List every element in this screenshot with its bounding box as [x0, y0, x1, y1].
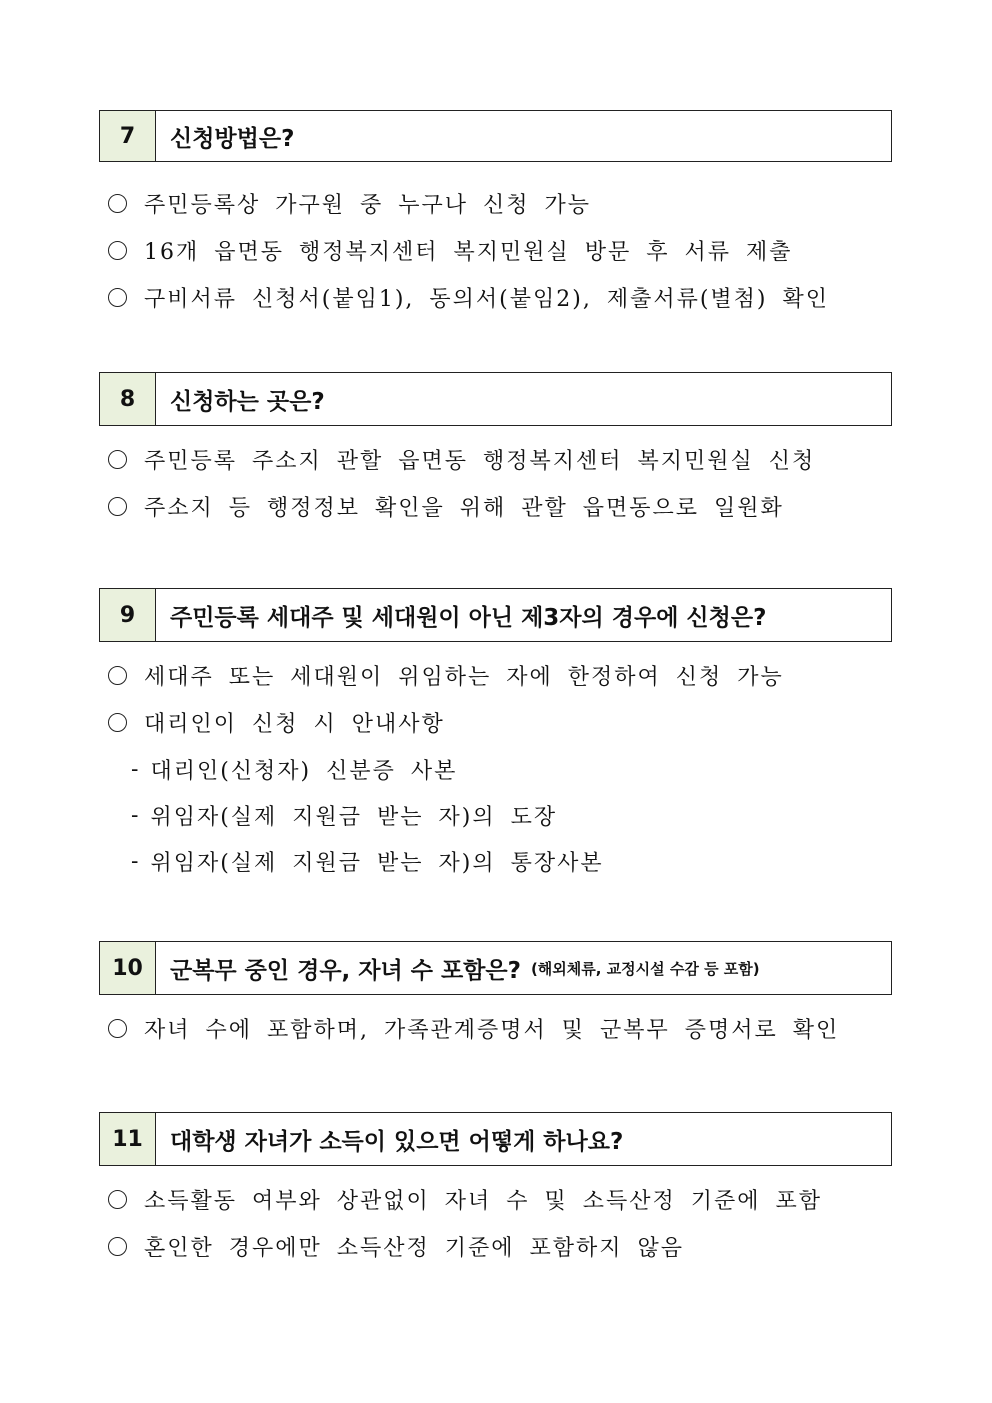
dash-bullet: - [131, 756, 139, 782]
section-header [99, 1112, 892, 1166]
section-number: 10 [100, 942, 156, 994]
section-10 [99, 941, 892, 1052]
circle-bullet-icon [108, 713, 127, 732]
circle-bullet-icon [108, 497, 127, 516]
list-item: 대리인이 신청 시 안내사항 [99, 699, 892, 746]
list-item: 주민등록상 가구원 중 누구나 신청 가능 [99, 180, 892, 227]
dash-bullet: - [131, 848, 139, 874]
circle-bullet-icon [108, 241, 127, 260]
section-11 [99, 1112, 892, 1270]
section-7 [99, 110, 892, 321]
section-number: 7 [100, 111, 156, 161]
sub-list-item: - 위임자(실제 지원금 받는 자)의 통장사본 [131, 848, 604, 876]
dash-bullet: - [131, 802, 139, 828]
section-title: 주민등록 세대주 및 세대원이 아닌 제3자의 경우에 신청은? [170, 604, 767, 631]
sub-list-item: - 위임자(실제 지원금 받는 자)의 도장 [131, 802, 558, 830]
section-9 [99, 588, 892, 884]
circle-bullet-icon [108, 1190, 127, 1209]
list-item: 소득활동 여부와 상관없이 자녀 수 및 소득산정 기준에 포함 [99, 1176, 892, 1223]
list-item: 자녀 수에 포함하며, 가족관계증명서 및 군복무 증명서로 확인 [99, 1005, 892, 1052]
list-item: 주민등록 주소지 관할 읍면동 행정복지센터 복지민원실 신청 [99, 436, 892, 483]
circle-bullet-icon [108, 1019, 127, 1038]
section-8 [99, 372, 892, 530]
section-title-text: 군복무 중인 경우, 자녀 수 포함은? [170, 957, 521, 984]
section-title: 대학생 자녀가 소득이 있으면 어떻게 하나요? [170, 1128, 624, 1155]
section-number: 8 [100, 373, 156, 425]
section-title [156, 942, 760, 994]
circle-bullet-icon [108, 450, 127, 469]
section-header [99, 941, 892, 995]
sub-list-item: - 대리인(신청자) 신분증 사본 [131, 756, 458, 784]
circle-bullet-icon [108, 194, 127, 213]
list-item: 세대주 또는 세대원이 위임하는 자에 한정하여 신청 가능 [99, 652, 892, 699]
list-item: 16개 읍면동 행정복지센터 복지민원실 방문 후 서류 제출 [99, 227, 892, 274]
circle-bullet-icon [108, 288, 127, 307]
section-header [99, 372, 892, 426]
section-title: 신청하는 곳은? [170, 388, 325, 415]
list-item: 주소지 등 행정정보 확인을 위해 관할 읍면동으로 일원화 [99, 483, 892, 530]
list-item: 구비서류 신청서(붙임1), 동의서(붙임2), 제출서류(별첨) 확인 [99, 274, 892, 321]
section-title-note: (해외체류, 교정시설 수감 등 포함) [530, 959, 760, 978]
section-title: 신청방법은? [170, 125, 295, 152]
section-number: 9 [100, 589, 156, 641]
section-header [99, 588, 892, 642]
section-number: 11 [100, 1113, 156, 1165]
circle-bullet-icon [108, 1237, 127, 1256]
list-item: 혼인한 경우에만 소득산정 기준에 포함하지 않음 [99, 1223, 892, 1270]
section-header [99, 110, 892, 162]
circle-bullet-icon [108, 666, 127, 685]
